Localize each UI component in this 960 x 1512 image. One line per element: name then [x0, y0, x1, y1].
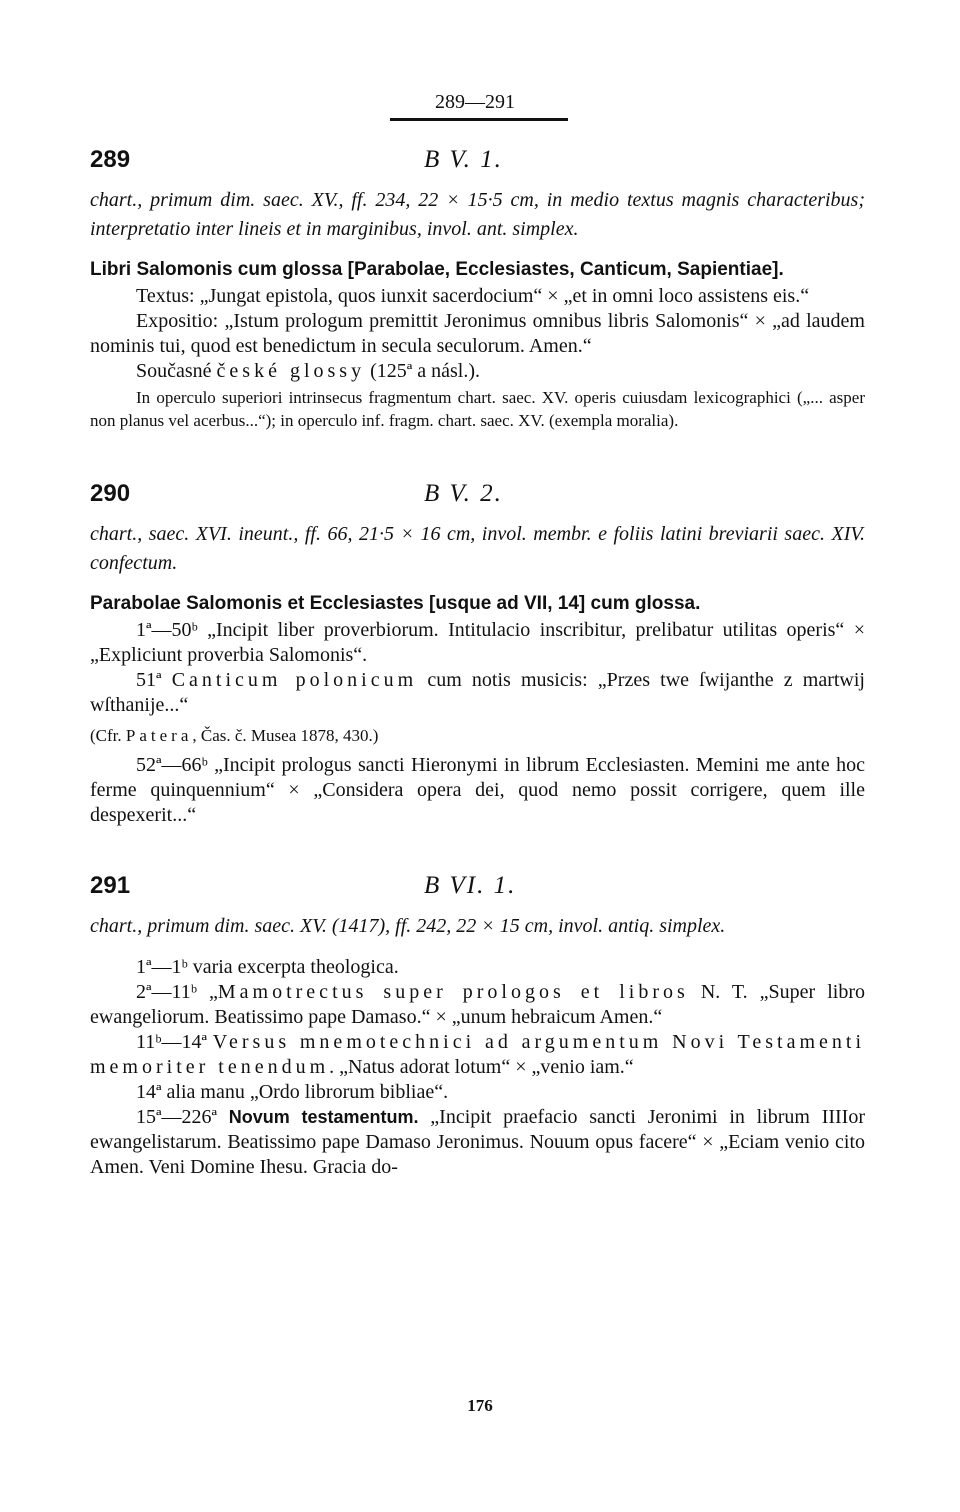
glossy-before: Současné — [136, 360, 217, 382]
paragraph-rest: „Incipit praefacio sancti Jeronimi in librum IIIIor ewangelistarum. Beatissimo pape Damaso Jeronimus. Nouum opus facere“ × „Eciam venio cito Amen. Veni Domine Ihesu. Gracia do- — [90, 1106, 865, 1178]
physical-description: chart., primum dim. saec. XV. (1417), ff. 242, 22 × 15 cm, invol. antiq. simplex. — [90, 915, 726, 937]
folio-ref: 51ª — [136, 669, 172, 691]
content-paragraph: 14ª alia manu „Ordo librorum bibliae“. — [136, 1081, 449, 1103]
page-content — [90, 146, 865, 1180]
entry-header — [90, 480, 865, 514]
entry-number: 289 — [90, 146, 131, 173]
glossy-after: (125ª a násl.). — [365, 360, 481, 382]
work-title: Parabolae Salomonis et Ecclesiastes [usque ad VII, 14] cum glossa. — [90, 593, 701, 614]
physical-description: chart., primum dim. saec. XV., ff. 234, 22 × 15·5 cm, in medio textus magnis characteribus; interpretatio inter lineis et in marginibus, invol. ant. simplex. — [90, 189, 865, 240]
entry-number: 291 — [90, 872, 131, 899]
cfr-before: (Cfr. — [90, 726, 126, 745]
running-head-rule — [390, 118, 568, 121]
shelf-signature: B VI. 1. — [424, 872, 517, 899]
binding-note: In operculo superiori intrinsecus fragmentum chart. saec. XV. operis cuiusdam lexicographici („... asper non planus vel acerbus...“); in operculo inf. fragm. chart. saec. XV. (exempla moralia). — [90, 388, 865, 430]
physical-description: chart., saec. XVI. ineunt., ff. 66, 21·5 × 16 cm, invol. membr. e foliis latini breviarii saec. XIV. confectum. — [90, 523, 865, 574]
entry-290 — [90, 480, 865, 828]
novum-testamentum-paragraph — [90, 1105, 865, 1180]
entry-number: 290 — [90, 480, 131, 507]
cfr-reference — [90, 724, 865, 747]
cfr-after: , Čas. č. Musea 1878, 430.) — [192, 726, 379, 745]
folio-ref: 2ª—11ᵇ „ — [136, 981, 218, 1003]
work-title: Libri Salomonis cum glossa [Parabolae, Ecclesiastes, Canticum, Sapientiae]. — [90, 259, 784, 280]
running-head: 289—291 — [435, 91, 515, 113]
entry-291 — [90, 872, 865, 1180]
glossy-spaced: české glossy — [216, 360, 366, 382]
glossy-paragraph — [90, 359, 865, 384]
canticum-paragraph — [90, 668, 865, 718]
textus-paragraph: Textus: „Jungat epistola, quos iunxit sacerdocium“ × „et in omni loco assistens eis.“ — [136, 285, 810, 307]
paragraph-rest: . „Natus adorat lotum“ × „venio iam.“ — [329, 1056, 634, 1078]
content-paragraph: 1ª—1ᵇ varia excerpta theologica. — [136, 956, 399, 978]
content-paragraph: 1ª—50ᵇ „Incipit liber proverbiorum. Intitulacio inscribitur, prelibatur utilitas operis“ × „Expliciunt proverbia Salomonis“. — [90, 619, 865, 666]
cfr-author: Patera — [125, 726, 193, 745]
page-number: 176 — [467, 1396, 493, 1415]
content-paragraph: 52ª—66ᵇ „Incipit prologus sancti Hieronymi in librum Ecclesiasten. Memini me ante hoc ferme quinquennium“ × „Considera opera dei, quod nemo possit corrigere, quem ille despexerit...“ — [90, 754, 865, 826]
shelf-signature: B V. 1. — [424, 146, 503, 173]
mamotrectus-paragraph — [90, 980, 865, 1030]
folio-ref: 15ª—226ª — [136, 1106, 229, 1128]
paragraph-rest: cum notis musicis: „Przes twe ſwijanthe z martwij wſthanije...“ — [90, 669, 865, 716]
spaced-title: Mamotrectus super prologos et libros — [217, 981, 689, 1003]
expositio-paragraph: Expositio: „Istum prologum premittit Jeronimus omnibus libris Salomonis“ × „ad laudem nominis tui, quod est benedictum in secula seculorum. Amen.“ — [90, 310, 865, 357]
versus-paragraph — [90, 1030, 865, 1080]
shelf-signature: B V. 2. — [424, 480, 503, 507]
bold-title: Novum testamentum. — [228, 1107, 419, 1127]
spaced-title: Canticum polonicum — [171, 669, 418, 691]
entry-289 — [90, 146, 865, 432]
folio-ref: 11ᵇ—14ª — [136, 1031, 213, 1053]
spaced-title: Versus mnemotechnici ad argumentum Novi Testamenti memoriter tenendum — [90, 1031, 866, 1078]
paragraph-rest: N. T. „Super libro ewangeliorum. Beatissimo pape Damaso.“ × „unum hebraicum Amen.“ — [90, 981, 866, 1028]
entry-header — [90, 146, 865, 180]
entry-header — [90, 872, 865, 906]
